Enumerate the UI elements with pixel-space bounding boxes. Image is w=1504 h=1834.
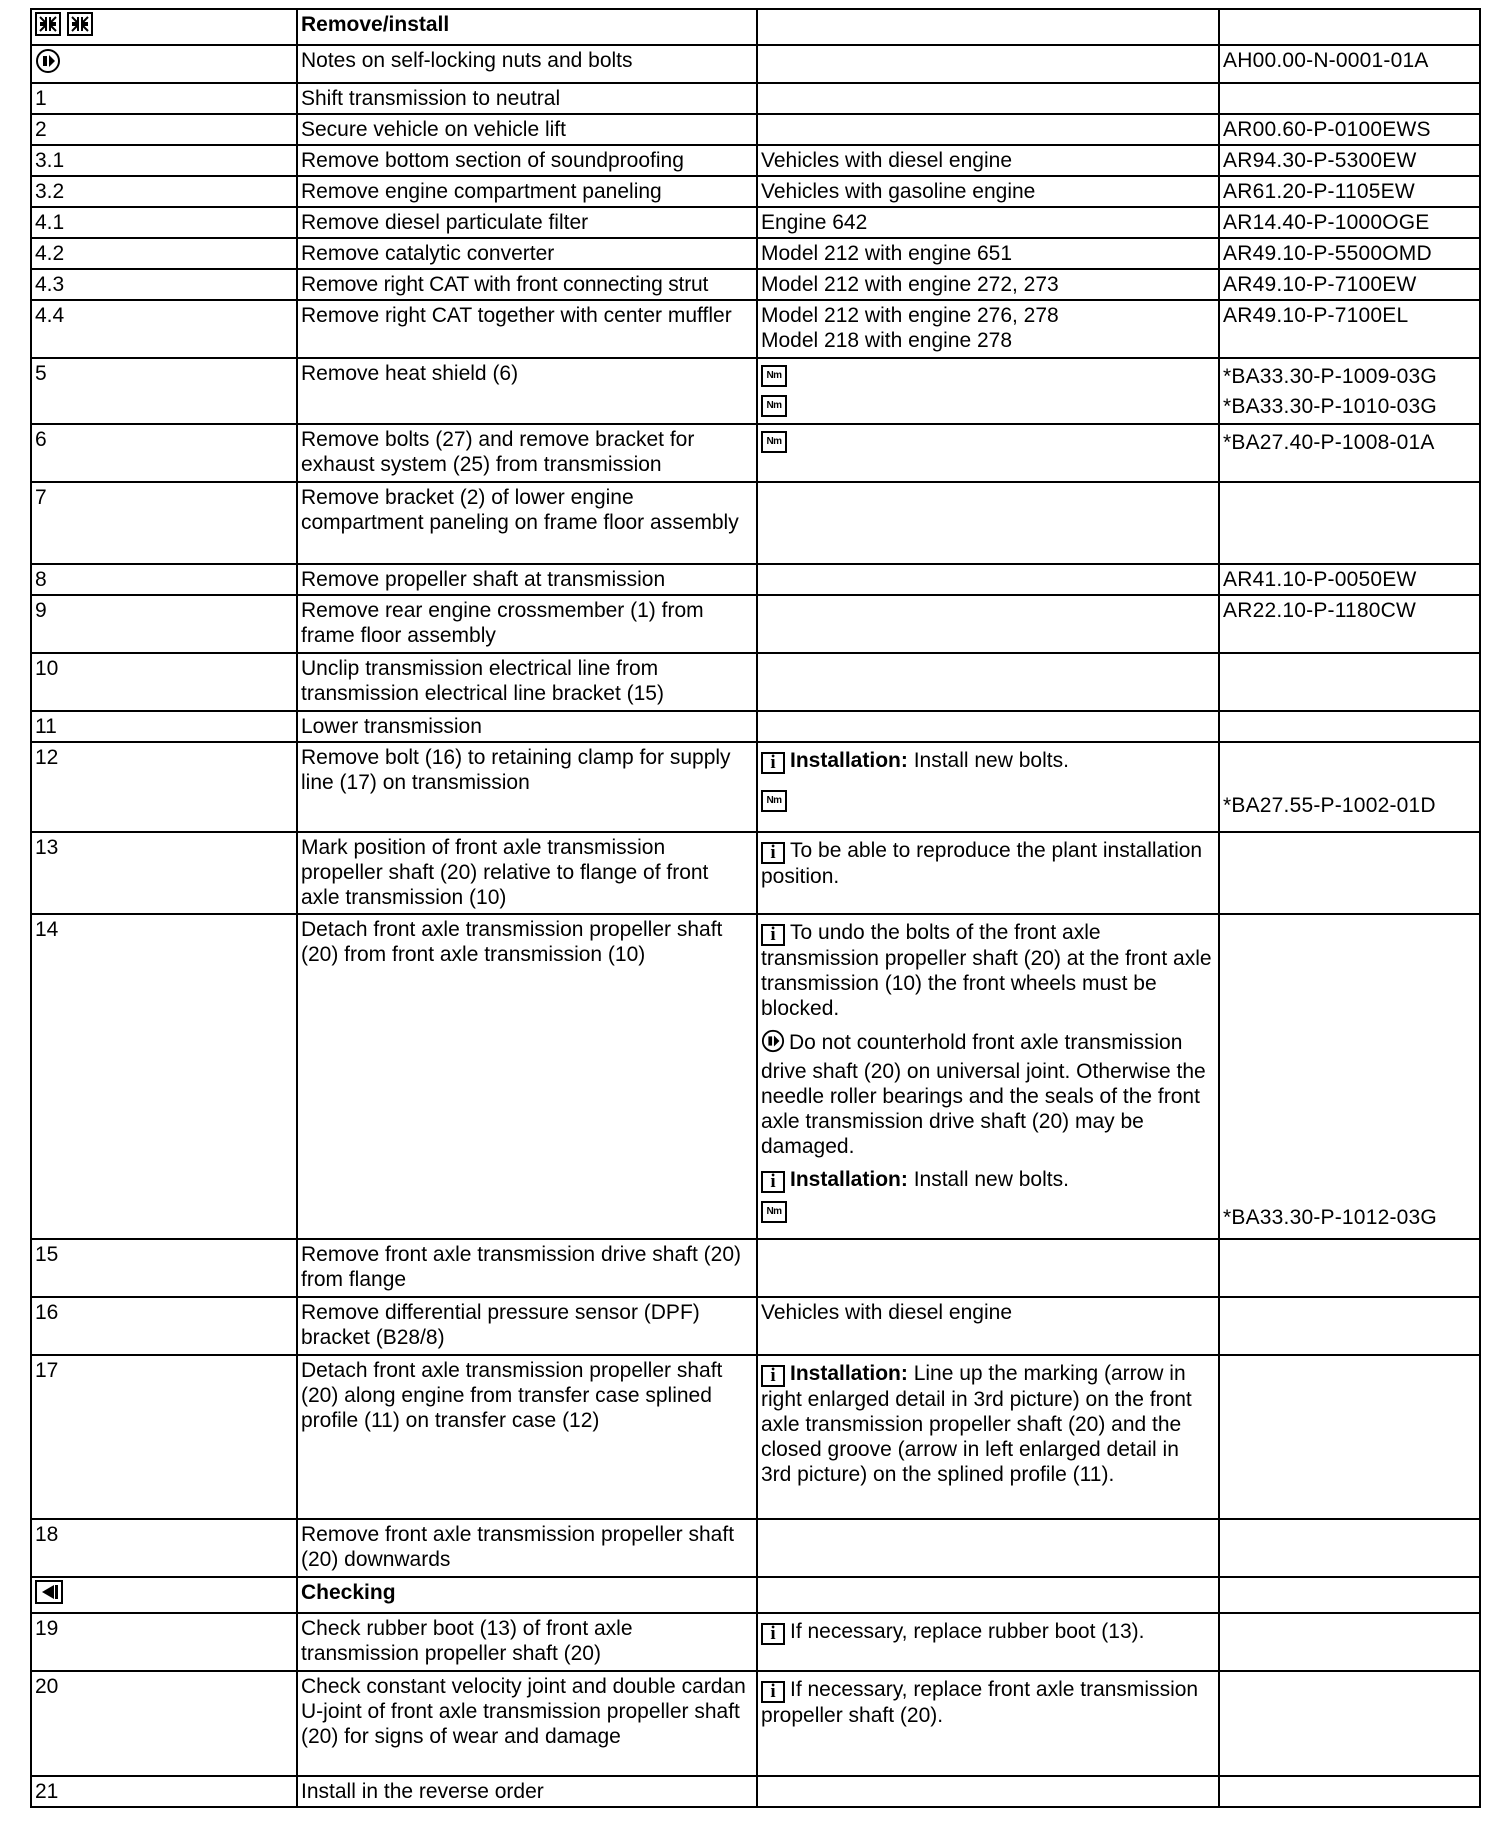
condition-cell bbox=[757, 358, 1219, 424]
table-row bbox=[31, 269, 1480, 300]
condition-text: Model 212 with engine 651 bbox=[757, 238, 1219, 269]
info-icon: i bbox=[761, 1681, 785, 1703]
reference-cell bbox=[1219, 1613, 1480, 1671]
step-number: 20 bbox=[31, 1671, 297, 1776]
step-number: 7 bbox=[31, 482, 297, 564]
condition-cell bbox=[757, 1519, 1219, 1577]
torque-nm-icon[interactable]: Nm bbox=[761, 431, 787, 453]
step-number: 3.1 bbox=[31, 145, 297, 176]
step-title: Remove bracket (2) of lower engine compartment paneling on frame floor assembly bbox=[297, 482, 757, 564]
step-title: Remove rear engine crossmember (1) from frame floor assembly bbox=[297, 595, 757, 653]
condition-cell bbox=[757, 1776, 1219, 1807]
step-title: Check rubber boot (13) of front axle transmission propeller shaft (20) bbox=[297, 1613, 757, 1671]
condition-text: Vehicles with diesel engine bbox=[757, 1297, 1219, 1355]
step-title: Remove/install bbox=[297, 9, 757, 45]
step-number: 12 bbox=[31, 742, 297, 832]
step-number: 14 bbox=[31, 914, 297, 1239]
table-row bbox=[31, 914, 1480, 1239]
note-text: To be able to reproduce the plant installation position. bbox=[761, 839, 1203, 888]
step-number: 16 bbox=[31, 1297, 297, 1355]
table-row bbox=[31, 742, 1480, 832]
table-row bbox=[31, 358, 1480, 424]
step-title: Remove right CAT together with center muffler bbox=[297, 300, 757, 358]
reference-cell bbox=[1219, 742, 1480, 832]
reference-link[interactable]: AH00.00-N-0001-01A bbox=[1219, 45, 1480, 83]
step-number: 15 bbox=[31, 1239, 297, 1297]
condition-cell bbox=[757, 914, 1219, 1239]
step-number: 4.2 bbox=[31, 238, 297, 269]
reference-link[interactable]: *BA33.30-P-1009-03G bbox=[1223, 364, 1437, 388]
table-row bbox=[31, 145, 1480, 176]
reference-cell bbox=[1219, 358, 1480, 424]
info-icon: i bbox=[761, 1365, 785, 1387]
reference-link[interactable]: AR94.30-P-5300EW bbox=[1219, 145, 1480, 176]
warning-text: Do not counterhold front axle transmission drive shaft (20) on universal joint. Otherwise the needle roller bearings and the seals of the front axle transmission drive shaft (20) may be damaged. bbox=[761, 1031, 1206, 1158]
step-title: Remove catalytic converter bbox=[297, 238, 757, 269]
reference-cell bbox=[1219, 1776, 1480, 1807]
section-header-remove-install bbox=[31, 9, 1480, 45]
reference-cell bbox=[1219, 914, 1480, 1239]
condition-cell bbox=[757, 1671, 1219, 1776]
info-icon: i bbox=[761, 842, 785, 864]
table-row bbox=[31, 564, 1480, 595]
reference-link[interactable]: AR49.10-P-5500OMD bbox=[1219, 238, 1480, 269]
step-title: Detach front axle transmission propeller shaft (20) along engine from transfer case splined profile (11) on transfer case (12) bbox=[297, 1355, 757, 1519]
step-number: 10 bbox=[31, 653, 297, 711]
step-number: 13 bbox=[31, 832, 297, 914]
step-title: Remove heat shield (6) bbox=[297, 358, 757, 424]
step-number: 5 bbox=[31, 358, 297, 424]
torque-nm-icon[interactable]: Nm bbox=[761, 1201, 787, 1223]
step-title: Install in the reverse order bbox=[297, 1776, 757, 1807]
installation-label: Installation: bbox=[790, 1168, 908, 1191]
step-title: Remove engine compartment paneling bbox=[297, 176, 757, 207]
table-row bbox=[31, 1776, 1480, 1807]
condition-cell bbox=[757, 653, 1219, 711]
reference-cell bbox=[1219, 1671, 1480, 1776]
step-title: Lower transmission bbox=[297, 711, 757, 742]
reference-cell bbox=[1219, 1355, 1480, 1519]
step-title: Remove front axle transmission drive shaft (20) from flange bbox=[297, 1239, 757, 1297]
info-icon: i bbox=[761, 752, 785, 774]
table-row bbox=[31, 482, 1480, 564]
condition-text: Vehicles with diesel engine bbox=[757, 145, 1219, 176]
reference-cell bbox=[1219, 832, 1480, 914]
step-number: 6 bbox=[31, 424, 297, 482]
step-title: Remove bolt (16) to retaining clamp for supply line (17) on transmission bbox=[297, 742, 757, 832]
step-title: Remove differential pressure sensor (DPF) bracket (B28/8) bbox=[297, 1297, 757, 1355]
section-header-checking bbox=[31, 1577, 1480, 1613]
step-title: Remove right CAT with front connecting strut bbox=[297, 269, 757, 300]
step-number: 11 bbox=[31, 711, 297, 742]
reference-cell bbox=[1219, 1577, 1480, 1613]
reference-cell bbox=[1219, 9, 1480, 45]
check-icon bbox=[35, 1580, 63, 1610]
note-icon bbox=[35, 48, 61, 80]
condition-text: Model 212 with engine 276, 278 bbox=[761, 304, 1059, 327]
note-text: If necessary, replace rubber boot (13). bbox=[790, 1620, 1145, 1643]
reference-cell bbox=[1219, 482, 1480, 564]
step-title: Remove front axle transmission propeller shaft (20) downwards bbox=[297, 1519, 757, 1577]
step-title: Notes on self-locking nuts and bolts bbox=[297, 45, 757, 83]
step-title: Checking bbox=[297, 1577, 757, 1613]
table-row bbox=[31, 653, 1480, 711]
step-number: 4.3 bbox=[31, 269, 297, 300]
step-number: 17 bbox=[31, 1355, 297, 1519]
reference-link[interactable]: AR41.10-P-0050EW bbox=[1219, 564, 1480, 595]
info-icon: i bbox=[761, 1623, 785, 1645]
torque-nm-icon[interactable]: Nm bbox=[761, 395, 787, 417]
table-row bbox=[31, 176, 1480, 207]
reference-link[interactable]: AR49.10-P-7100EW bbox=[1219, 269, 1480, 300]
step-title: Remove diesel particulate filter bbox=[297, 207, 757, 238]
step-title: Remove propeller shaft at transmission bbox=[297, 564, 757, 595]
step-cell bbox=[31, 9, 297, 45]
condition-cell bbox=[757, 45, 1219, 83]
table-row bbox=[31, 1519, 1480, 1577]
condition-cell bbox=[757, 9, 1219, 45]
step-number: 1 bbox=[31, 83, 297, 114]
reference-cell bbox=[1219, 1239, 1480, 1297]
condition-cell bbox=[757, 1613, 1219, 1671]
step-number: 8 bbox=[31, 564, 297, 595]
step-title: Unclip transmission electrical line from transmission electrical line bracket (15) bbox=[297, 653, 757, 711]
step-title: Remove bottom section of soundproofing bbox=[297, 145, 757, 176]
info-icon: i bbox=[761, 1171, 785, 1193]
condition-text: Engine 642 bbox=[757, 207, 1219, 238]
condition-text: Model 212 with engine 272, 273 bbox=[757, 269, 1219, 300]
condition-cell bbox=[757, 1577, 1219, 1613]
reference-link[interactable]: AR00.60-P-0100EWS bbox=[1219, 114, 1480, 145]
info-icon: i bbox=[761, 924, 785, 946]
condition-cell bbox=[757, 595, 1219, 653]
reference-link[interactable]: AR22.10-P-1180CW bbox=[1219, 595, 1480, 653]
reference-link[interactable]: *BA27.40-P-1008-01A bbox=[1223, 430, 1435, 454]
reference-link[interactable]: *BA27.55-P-1002-01D bbox=[1223, 793, 1436, 817]
step-number: 21 bbox=[31, 1776, 297, 1807]
condition-cell bbox=[757, 832, 1219, 914]
condition-cell bbox=[757, 482, 1219, 564]
reference-link[interactable]: *BA33.30-P-1012-03G bbox=[1223, 1205, 1437, 1229]
table-row bbox=[31, 300, 1480, 358]
step-number: 18 bbox=[31, 1519, 297, 1577]
reference-cell bbox=[1219, 83, 1480, 114]
step-title: Secure vehicle on vehicle lift bbox=[297, 114, 757, 145]
table-row bbox=[31, 832, 1480, 914]
table-row bbox=[31, 595, 1480, 653]
condition-cell bbox=[757, 1239, 1219, 1297]
note-text: Install new bolts. bbox=[913, 1168, 1069, 1191]
table-row bbox=[31, 1671, 1480, 1776]
note-text: If necessary, replace front axle transmission propeller shaft (20). bbox=[761, 1678, 1199, 1727]
remove-install-icon bbox=[35, 12, 95, 42]
reference-cell bbox=[1219, 424, 1480, 482]
step-number: 4.1 bbox=[31, 207, 297, 238]
step-title: Check constant velocity joint and double cardan U-joint of front axle transmission propeller shaft (20) for signs of wear and damage bbox=[297, 1671, 757, 1776]
table-row bbox=[31, 1297, 1480, 1355]
warning-note-icon bbox=[761, 1029, 785, 1059]
note-text: Line up the marking (arrow in right enlarged detail in 3rd picture) on the front axle transmission propeller shaft (20) and the closed groove (arrow in left enlarged detail in 3rd picture) on the splined profile (11). bbox=[761, 1362, 1192, 1486]
table-row bbox=[31, 238, 1480, 269]
condition-cell bbox=[757, 711, 1219, 742]
step-title: Mark position of front axle transmission propeller shaft (20) relative to flange of front axle transmission (10) bbox=[297, 832, 757, 914]
step-number: 4.4 bbox=[31, 300, 297, 358]
condition-cell bbox=[757, 114, 1219, 145]
note-text: Install new bolts. bbox=[913, 749, 1069, 772]
note-text: To undo the bolts of the front axle transmission propeller shaft (20) at the front axle transmission (10) the front wheels must be blocked. bbox=[761, 921, 1212, 1020]
table-row bbox=[31, 83, 1480, 114]
condition-text: Vehicles with gasoline engine bbox=[757, 176, 1219, 207]
step-cell bbox=[31, 45, 297, 83]
step-title: Shift transmission to neutral bbox=[297, 83, 757, 114]
table-row bbox=[31, 114, 1480, 145]
step-cell bbox=[31, 1577, 297, 1613]
table-row bbox=[31, 711, 1480, 742]
table-row bbox=[31, 1239, 1480, 1297]
reference-cell bbox=[1219, 1519, 1480, 1577]
reference-link[interactable]: AR49.10-P-7100EL bbox=[1219, 300, 1480, 358]
reference-cell bbox=[1219, 1297, 1480, 1355]
reference-cell bbox=[1219, 653, 1480, 711]
table-row bbox=[31, 45, 1480, 83]
torque-nm-icon[interactable]: Nm bbox=[761, 365, 787, 387]
step-number: 3.2 bbox=[31, 176, 297, 207]
condition-cell bbox=[757, 424, 1219, 482]
reference-cell bbox=[1219, 711, 1480, 742]
condition-text: Model 218 with engine 278 bbox=[761, 329, 1013, 352]
table-row bbox=[31, 207, 1480, 238]
step-title: Remove bolts (27) and remove bracket for exhaust system (25) from transmission bbox=[297, 424, 757, 482]
reference-link[interactable]: AR14.40-P-1000OGE bbox=[1219, 207, 1480, 238]
procedure-table bbox=[30, 8, 1481, 1808]
condition-cell bbox=[757, 742, 1219, 832]
table-row bbox=[31, 1613, 1480, 1671]
step-number: 9 bbox=[31, 595, 297, 653]
condition-cell bbox=[757, 300, 1219, 358]
installation-label: Installation: bbox=[790, 749, 908, 772]
table-row bbox=[31, 1355, 1480, 1519]
step-title: Detach front axle transmission propeller shaft (20) from front axle transmission (10) bbox=[297, 914, 757, 1239]
installation-label: Installation: bbox=[790, 1362, 908, 1385]
condition-cell bbox=[757, 564, 1219, 595]
torque-nm-icon[interactable]: Nm bbox=[761, 790, 787, 812]
step-number: 2 bbox=[31, 114, 297, 145]
table-row bbox=[31, 424, 1480, 482]
condition-cell bbox=[757, 1355, 1219, 1519]
condition-cell bbox=[757, 83, 1219, 114]
step-number: 19 bbox=[31, 1613, 297, 1671]
reference-link[interactable]: *BA33.30-P-1010-03G bbox=[1223, 394, 1437, 418]
reference-link[interactable]: AR61.20-P-1105EW bbox=[1219, 176, 1480, 207]
